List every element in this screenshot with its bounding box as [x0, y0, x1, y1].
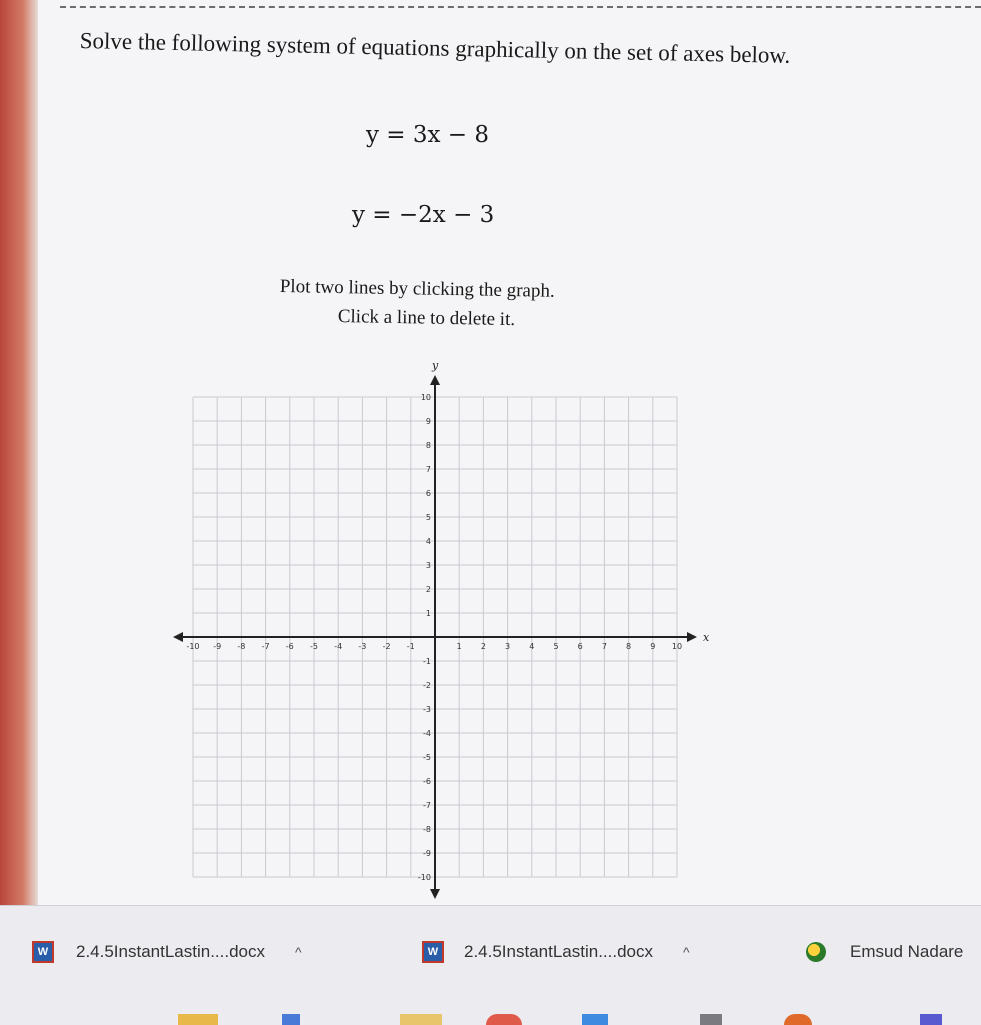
y-axis-arrow-down [430, 889, 440, 899]
word-docx-icon: W [32, 941, 54, 963]
x-tick-label: -6 [285, 642, 294, 651]
y-tick-label: 9 [425, 417, 431, 426]
downloads-bar [0, 905, 981, 1025]
x-tick-label: 2 [480, 642, 486, 651]
y-tick-label: -7 [423, 801, 431, 810]
x-tick-label: 4 [529, 642, 535, 651]
y-tick-label: 4 [425, 537, 431, 546]
x-tick-label: -9 [213, 642, 222, 651]
y-tick-label: -3 [423, 705, 431, 714]
x-tick-label: 8 [626, 642, 632, 651]
y-tick-label: 7 [425, 465, 431, 474]
x-axis-arrow-right [687, 632, 697, 642]
equation-2: y = −2x − 3 [352, 202, 495, 228]
y-tick-label: -5 [423, 753, 431, 762]
x-tick-label: 7 [601, 642, 607, 651]
word-docx-icon: W [422, 941, 444, 963]
y-tick-label: 8 [425, 441, 431, 450]
y-tick-label: 10 [420, 393, 431, 402]
y-tick-label: 3 [425, 561, 431, 570]
chevron-up-icon[interactable]: ^ [683, 944, 690, 960]
x-tick-label: 1 [456, 642, 462, 651]
delete-instruction: Click a line to delete it. [337, 306, 516, 331]
download-item-1[interactable] [32, 936, 302, 968]
download-filename: 2.4.5InstantLastin....docx [464, 942, 654, 961]
profile-name: Emsud Nadare [850, 942, 964, 961]
x-tick-label: -3 [358, 642, 367, 651]
coordinate-graph[interactable] [160, 350, 730, 910]
y-tick-label: -9 [423, 849, 431, 858]
x-tick-label: -7 [261, 642, 270, 651]
x-tick-label: 5 [553, 642, 559, 651]
x-tick-label: -1 [406, 642, 415, 651]
x-tick-label: -2 [382, 642, 391, 651]
equation-1: y = 3x − 8 [366, 122, 490, 148]
y-tick-label: -2 [423, 681, 431, 690]
y-axis-arrow-up [430, 375, 440, 385]
x-axis-label: x [703, 631, 710, 644]
plot-instruction: Plot two lines by clicking the graph. [279, 276, 555, 302]
graph-axes [173, 375, 697, 899]
graph-tick-labels [186, 359, 710, 882]
y-tick-label: -10 [417, 873, 431, 882]
y-tick-label: 1 [425, 609, 431, 618]
y-tick-label: 5 [425, 513, 431, 522]
y-tick-label: -6 [423, 777, 431, 786]
x-tick-label: 10 [671, 642, 683, 651]
x-tick-label: 9 [650, 642, 656, 651]
download-item-2[interactable] [422, 936, 690, 968]
question-instruction: Solve the following system of equations graphically on the set of axes below. [79, 28, 791, 68]
profile-button[interactable] [806, 936, 963, 968]
x-tick-label: -4 [334, 642, 343, 651]
taskbar-strip [0, 1014, 981, 1025]
x-axis-arrow-left [173, 632, 183, 642]
top-divider [60, 6, 981, 8]
x-tick-label: 6 [577, 642, 583, 651]
y-axis-label: y [432, 359, 439, 372]
chevron-up-icon[interactable]: ^ [295, 944, 302, 960]
window-left-edge [0, 0, 38, 905]
y-tick-label: 2 [425, 585, 431, 594]
x-tick-label: -8 [237, 642, 246, 651]
y-tick-label: -8 [423, 825, 431, 834]
y-tick-label: 6 [425, 489, 431, 498]
profile-avatar-icon [806, 942, 826, 962]
y-tick-label: -4 [423, 729, 431, 738]
x-tick-label: -5 [310, 642, 318, 651]
x-tick-label: 3 [505, 642, 511, 651]
y-tick-label: -1 [423, 657, 431, 666]
x-tick-label: -10 [186, 642, 200, 651]
download-filename: 2.4.5InstantLastin....docx [76, 942, 266, 961]
